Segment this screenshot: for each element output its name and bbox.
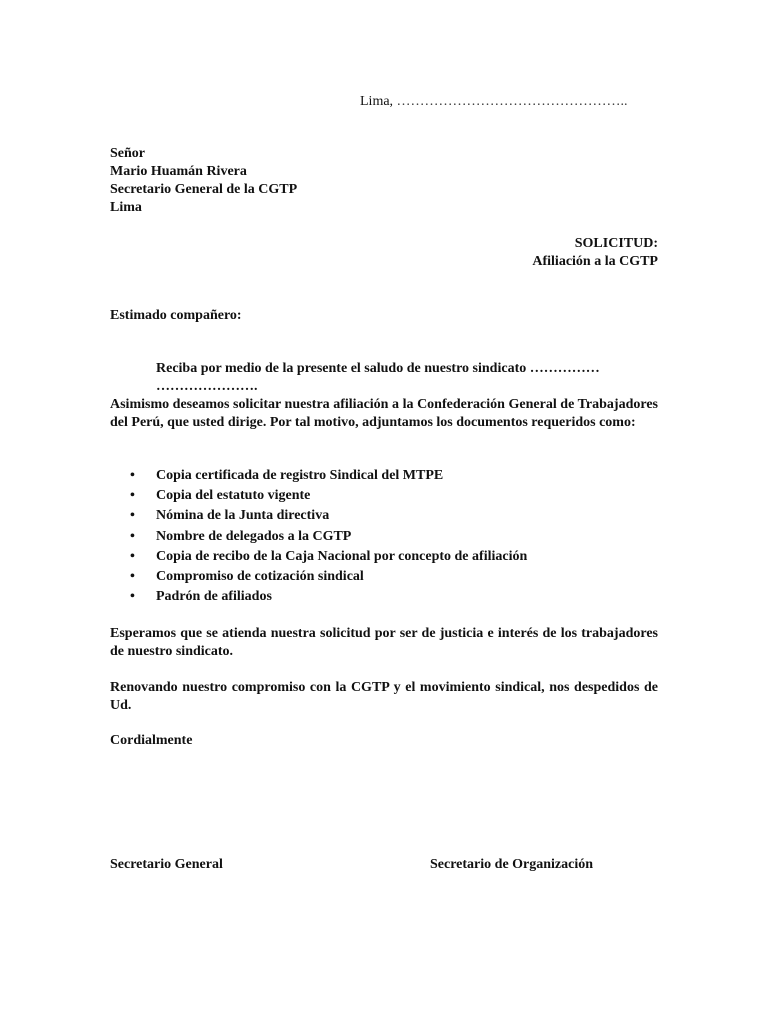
paragraph-greeting-continuation: …………………. [156,379,258,394]
bullet-icon: • [130,528,135,544]
list-item: • Compromiso de cotización sindical [130,568,364,584]
subject-text: Afiliación a la CGTP [532,254,658,269]
date-city: Lima, [360,94,394,109]
bullet-icon: • [130,468,135,483]
signature-general-secretary: Secretario General [110,857,223,872]
list-item: • Nombre de delegados a la CGTP [130,528,352,544]
bullet-icon: • [130,568,135,584]
paragraph-request: Asimismo deseamos solicitar nuestra afiliación a la Confederación General de Trabajadores del Perú, que usted dirige. Por tal motivo, adjuntamos los documentos requeridos como: [110,397,658,430]
recipient-block [110,145,658,217]
date-line [360,93,628,111]
paragraph-farewell: Renovando nuestro compromiso con la CGTP y el movimiento sindical, nos despedidos de Ud. [110,680,658,713]
subject-block [532,235,658,271]
documents-list [110,467,658,608]
recipient-name: Mario Huamán Rivera [110,164,247,179]
list-item: • Copia certificada de registro Sindical del MTPE [130,468,444,483]
date-blank: ………………………………………….. [396,94,628,109]
greeting: Estimado compañero: [110,308,242,323]
list-item: • Copia de recibo de la Caja Nacional por concepto de afiliación [130,548,528,564]
recipient-salutation: Señor [110,146,145,161]
bullet-icon: • [130,488,135,504]
paragraph-greeting-line: Reciba por medio de la presente el saludo de nuestro sindicato …………… [156,361,600,376]
list-item: • Padrón de afiliados [130,589,272,605]
bullet-icon: • [130,589,135,605]
recipient-city: Lima [110,200,142,215]
bullet-icon: • [130,548,135,564]
body-intro [110,360,658,432]
subject-label: SOLICITUD: [574,236,658,251]
recipient-title: Secretario General de la CGTP [110,182,298,197]
signature-organization-secretary: Secretario de Organización [430,857,594,872]
bullet-icon: • [130,508,135,524]
list-item: • Nómina de la Junta directiva [130,508,330,524]
closing: Cordialmente [110,733,193,748]
paragraph-greeting [110,360,658,396]
paragraph-hope: Esperamos que se atienda nuestra solicitud por ser de justicia e interés de los trabajadores de nuestro sindicato. [110,626,658,659]
list-item: • Copia del estatuto vigente [130,488,311,504]
